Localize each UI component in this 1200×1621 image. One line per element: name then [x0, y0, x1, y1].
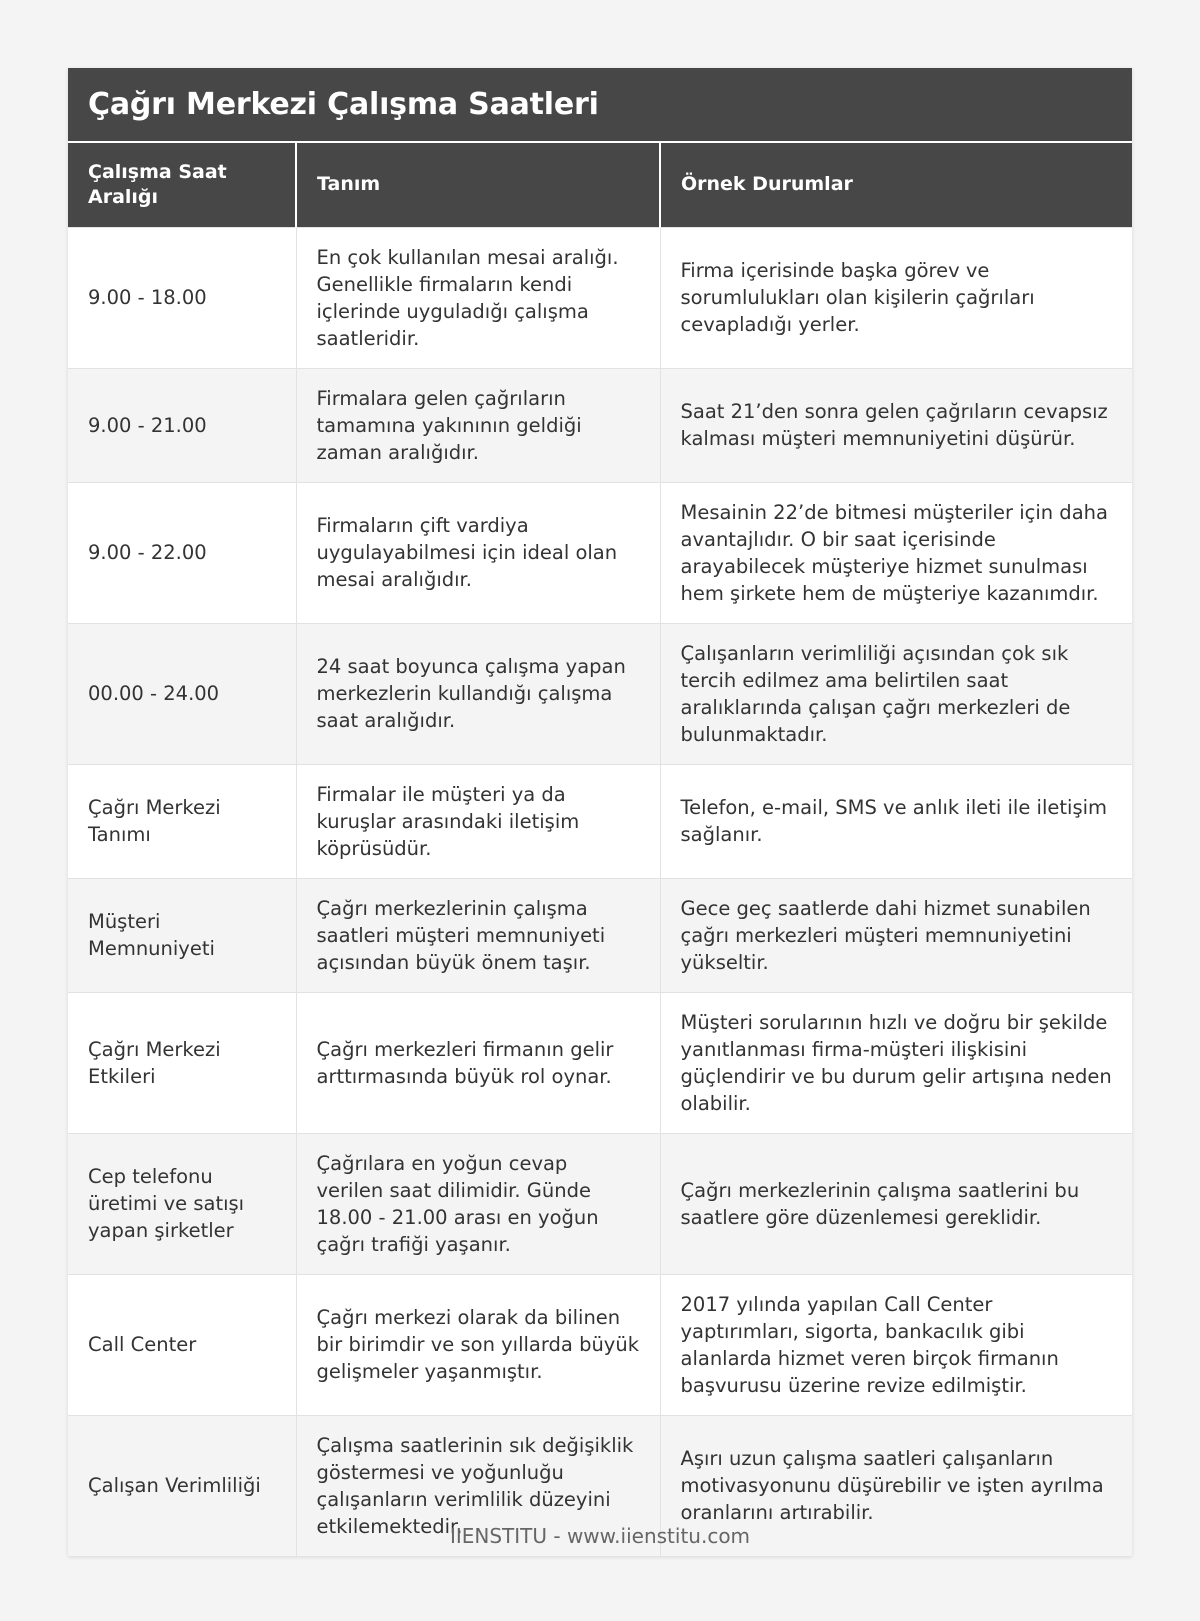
- cell-definition: Firmalar ile müşteri ya da kuruşlar arasındaki iletişim köprüsüdür.: [296, 764, 660, 878]
- table-row: [68, 764, 1132, 878]
- cell-example: Aşırı uzun çalışma saatleri çalışanların motivasyonunu düşürebilir ve işten ayrılma oranlarını artırabilir.: [660, 1415, 1132, 1556]
- cell-definition: Çağrı merkezlerinin çalışma saatleri müşteri memnuniyeti açısından büyük önem taşır.: [296, 878, 660, 992]
- cell-example: Telefon, e-mail, SMS ve anlık ileti ile iletişim sağlanır.: [660, 764, 1132, 878]
- table-row: [68, 1274, 1132, 1415]
- cell-range: Cep telefonu üretimi ve satışı yapan şirketler: [68, 1133, 296, 1274]
- cell-example: Saat 21’den sonra gelen çağrıların cevapsız kalması müşteri memnuniyetini düşürür.: [660, 368, 1132, 482]
- cell-range: 9.00 - 18.00: [68, 227, 296, 368]
- cell-range: 9.00 - 22.00: [68, 482, 296, 623]
- page-title: Çağrı Merkezi Çalışma Saatleri: [88, 87, 599, 122]
- header-row: [68, 143, 1132, 227]
- header-range: Çalışma Saat Aralığı: [68, 143, 296, 227]
- table-row: [68, 482, 1132, 623]
- cell-definition: Çağrılara en yoğun cevap verilen saat dilimidir. Günde 18.00 - 21.00 arası en yoğun çağrı trafiği yaşanır.: [296, 1133, 660, 1274]
- header-example: Örnek Durumlar: [660, 143, 1132, 227]
- cell-definition: Çalışma saatlerinin sık değişiklik göstermesi ve yoğunluğu çalışanların verimlilik düzeyini etkilemektedir.: [296, 1415, 660, 1556]
- table-row: [68, 623, 1132, 764]
- table-row: [68, 1133, 1132, 1274]
- cell-example: Müşteri sorularının hızlı ve doğru bir şekilde yanıtlanması firma-müşteri ilişkisini güçlendirir ve bu durum gelir artışına neden olabilir.: [660, 992, 1132, 1133]
- cell-range: 9.00 - 21.00: [68, 368, 296, 482]
- header-definition: Tanım: [296, 143, 660, 227]
- cell-definition: Firmalara gelen çağrıların tamamına yakınının geldiği zaman aralığıdır.: [296, 368, 660, 482]
- footer-credit: IIENSTITU - www.iienstitu.com: [449, 1524, 751, 1548]
- title-bar: [68, 68, 1132, 143]
- cell-definition: 24 saat boyunca çalışma yapan merkezlerin kullandığı çalışma saat aralığıdır.: [296, 623, 660, 764]
- table-row: [68, 368, 1132, 482]
- cell-range: 00.00 - 24.00: [68, 623, 296, 764]
- cell-definition: En çok kullanılan mesai aralığı. Genellikle firmaların kendi içlerinde uyguladığı çalışma saatleridir.: [296, 227, 660, 368]
- cell-example: Çağrı merkezlerinin çalışma saatlerini bu saatlere göre düzenlemesi gereklidir.: [660, 1133, 1132, 1274]
- cell-example: Firma içerisinde başka görev ve sorumlulukları olan kişilerin çağrıları cevapladığı yerler.: [660, 227, 1132, 368]
- table-row: [68, 992, 1132, 1133]
- cell-range: Çağrı Merkezi Etkileri: [68, 992, 296, 1133]
- cell-range: Müşteri Memnuniyeti: [68, 878, 296, 992]
- table-row: [68, 227, 1132, 368]
- cell-definition: Çağrı merkezi olarak da bilinen bir birimdir ve son yıllarda büyük gelişmeler yaşanmıştır.: [296, 1274, 660, 1415]
- cell-example: Gece geç saatlerde dahi hizmet sunabilen çağrı merkezleri müşteri memnuniyetini yükseltir.: [660, 878, 1132, 992]
- cell-definition: Firmaların çift vardiya uygulayabilmesi için ideal olan mesai aralığıdır.: [296, 482, 660, 623]
- cell-definition: Çağrı merkezleri firmanın gelir arttırmasında büyük rol oynar.: [296, 992, 660, 1133]
- cell-example: 2017 yılında yapılan Call Center yaptırımları, sigorta, bankacılık gibi alanlarda hizmet veren birçok firmanın başvurusu üzerine revize edilmiştir.: [660, 1274, 1132, 1415]
- cell-range: Call Center: [68, 1274, 296, 1415]
- cell-example: Çalışanların verimliliği açısından çok sık tercih edilmez ama belirtilen saat aralıklarında çalışan çağrı merkezleri de bulunmaktadır.: [660, 623, 1132, 764]
- table-row: [68, 878, 1132, 992]
- cell-range: Çağrı Merkezi Tanımı: [68, 764, 296, 878]
- cell-example: Mesainin 22’de bitmesi müşteriler için daha avantajlıdır. O bir saat içerisinde arayabilecek müşteriye hizmet sunulması hem şirkete hem de müşteriye kazanımdır.: [660, 482, 1132, 623]
- cell-range: Çalışan Verimliliği: [68, 1415, 296, 1556]
- working-hours-table: [68, 143, 1132, 1556]
- table-card: [68, 68, 1132, 1556]
